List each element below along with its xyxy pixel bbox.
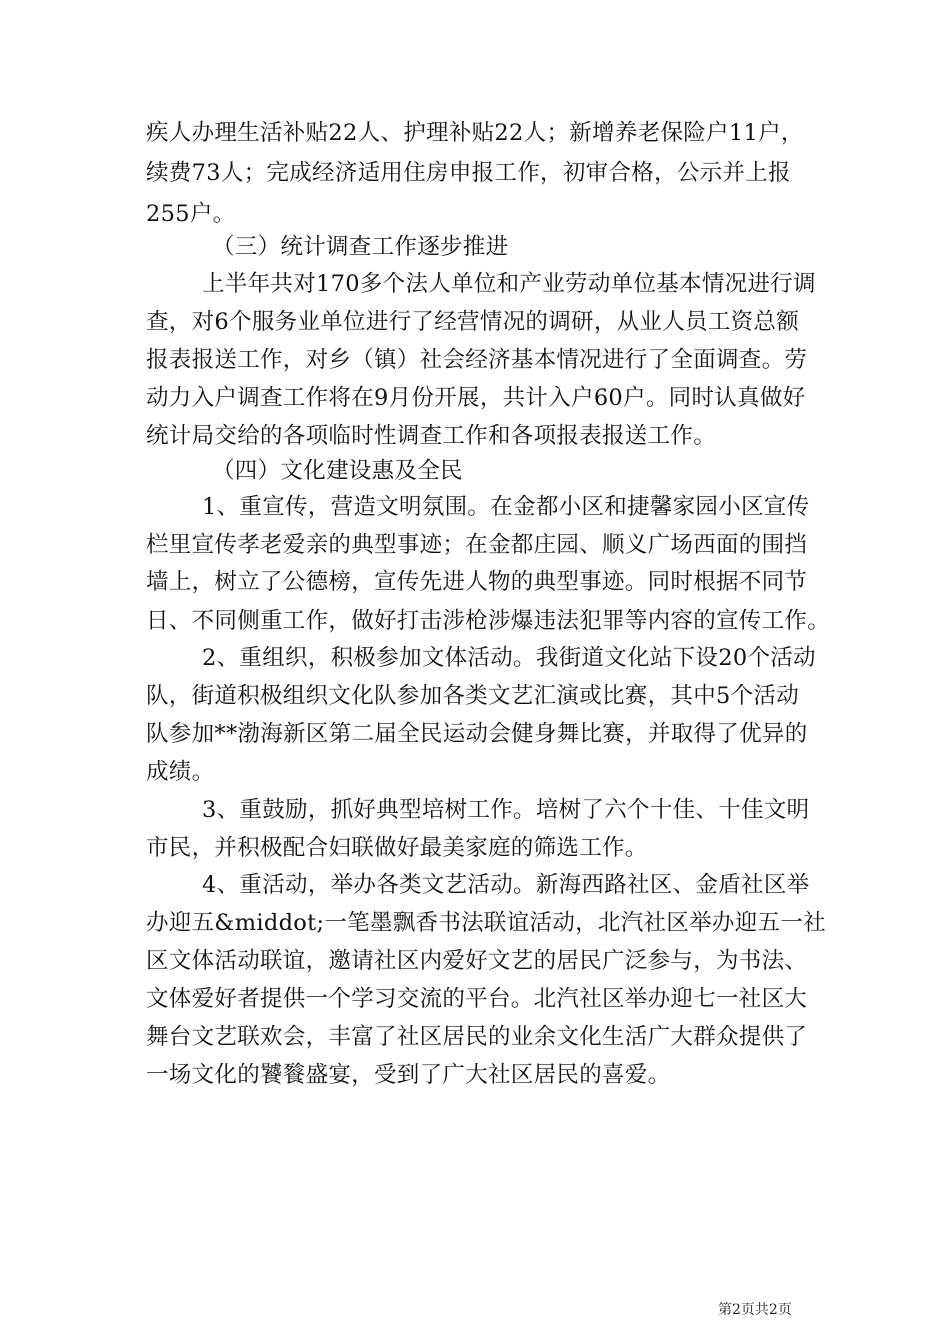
- text-line: 栏里宣传孝老爱亲的典型事迹；在金都庄园、顺义广场西面的围挡: [146, 532, 808, 558]
- text-line: 日、不同侧重工作，做好打击涉枪涉爆违法犯罪等内容的宣传工作。: [146, 608, 831, 634]
- text-line: 一场文化的饕餮盛宴，受到了广大社区居民的喜爱。: [146, 1062, 671, 1088]
- section-heading: （四）文化建设惠及全民: [212, 458, 463, 484]
- text-line: 队参加**渤海新区第二届全民运动会健身舞比赛，并取得了优异的: [146, 721, 808, 747]
- text-line: 4、重活动，举办各类文艺活动。新海西路社区、金盾社区举: [202, 872, 810, 898]
- text-line: 续费73人；完成经济适用住房申报工作，初审合格，公示并上报: [146, 160, 791, 186]
- text-line: 疾人办理生活补贴22人、护理补贴22人；新增养老保险户11户，: [146, 120, 804, 146]
- text-line: 墙上，树立了公德榜，宣传先进人物的典型事迹。同时根据不同节: [146, 569, 808, 595]
- section-heading: （三）统计调查工作逐步推进: [212, 234, 509, 260]
- text-line: 255户。: [146, 201, 236, 227]
- text-line: 区文体活动联谊，邀请社区内爱好文艺的居民广泛参与，为书法、: [146, 948, 808, 974]
- text-line: 统计局交给的各项临时性调查工作和各项报表报送工作。: [146, 423, 717, 449]
- text-line: 舞台文艺联欢会，丰富了社区居民的业余文化生活广大群众提供了: [146, 1024, 808, 1050]
- text-line: 文体爱好者提供一个学习交流的平台。北汽社区举办迎七一社区大: [146, 986, 808, 1012]
- text-line: 市民，并积极配合妇联做好最美家庭的筛选工作。: [146, 835, 648, 861]
- text-line: 办迎五&middot;一笔墨飘香书法联谊活动，北汽社区举办迎五一社: [146, 910, 826, 936]
- text-line: 动力入户调查工作将在9月份开展，共计入户60户。同时认真做好: [146, 385, 806, 411]
- text-line: 3、重鼓励，抓好典型培树工作。培树了六个十佳、十佳文明: [202, 797, 810, 823]
- text-line: 1、重宣传，营造文明氛围。在金都小区和捷馨家园小区宣传: [202, 494, 810, 520]
- page-number: 第2页共2页: [718, 1302, 792, 1318]
- text-line: 上半年共对170多个法人单位和产业劳动单位基本情况进行调: [202, 271, 816, 297]
- text-line: 查，对6个服务业单位进行了经营情况的调研，从业人员工资总额: [146, 309, 800, 335]
- text-line: 报表报送工作，对乡（镇）社会经济基本情况进行了全面调查。劳: [146, 347, 808, 373]
- text-line: 2、重组织，积极参加文体活动。我街道文化站下设20个活动: [202, 645, 816, 671]
- text-line: 成绩。: [146, 759, 215, 785]
- text-line: 队，街道积极组织文化队参加各类文艺汇演或比赛，其中5个活动: [146, 683, 800, 709]
